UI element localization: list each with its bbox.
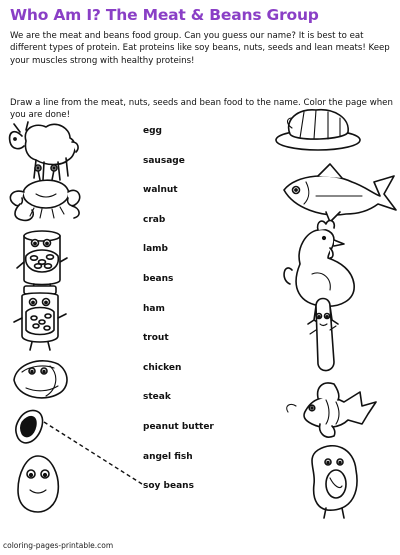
word-steak: steak <box>143 392 171 403</box>
word-ham: ham <box>143 303 165 314</box>
word-lamb: lamb <box>143 244 168 255</box>
word-beans: beans <box>143 273 174 284</box>
sample-match-line <box>44 422 142 484</box>
angel-fish-icon <box>287 383 376 437</box>
word-peanut-butter: peanut butter <box>143 421 214 432</box>
intro-paragraph: We are the meat and beans food group. Can you guess our name? It is best to eat different types of protein. Eat proteins like soy beans, nuts, seeds and lean meats! Keep your muscles strong with healthy proteins! <box>10 31 390 66</box>
instructions-paragraph: Draw a line from the meat, nuts, seeds and bean food to the name. Color the page when you are done! <box>10 98 393 121</box>
crab-icon <box>10 165 79 220</box>
word-walnut: walnut <box>143 185 178 196</box>
beans-can-icon <box>17 231 67 292</box>
steak-icon <box>312 446 357 518</box>
word-angel-fish: angel fish <box>143 451 193 462</box>
page-title: Who Am I? The Meat & Beans Group <box>10 6 319 24</box>
word-egg: egg <box>143 126 162 136</box>
footer-credit: coloring-pages-printable.com <box>3 541 114 550</box>
word-soy-beans: soy beans <box>143 481 194 492</box>
trout-icon <box>284 164 396 222</box>
lamb-icon <box>10 122 78 180</box>
soy-bean-icon <box>16 410 43 442</box>
peanut-butter-jar-icon <box>14 286 66 350</box>
word-chicken: chicken <box>143 362 182 373</box>
egg-icon <box>18 456 58 512</box>
word-sausage: sausage <box>143 155 185 166</box>
word-trout: trout <box>143 333 169 344</box>
ham-icon <box>276 110 360 150</box>
walnut-icon <box>14 361 67 398</box>
sausage-icon <box>310 299 336 371</box>
word-crab: crab <box>143 214 166 225</box>
